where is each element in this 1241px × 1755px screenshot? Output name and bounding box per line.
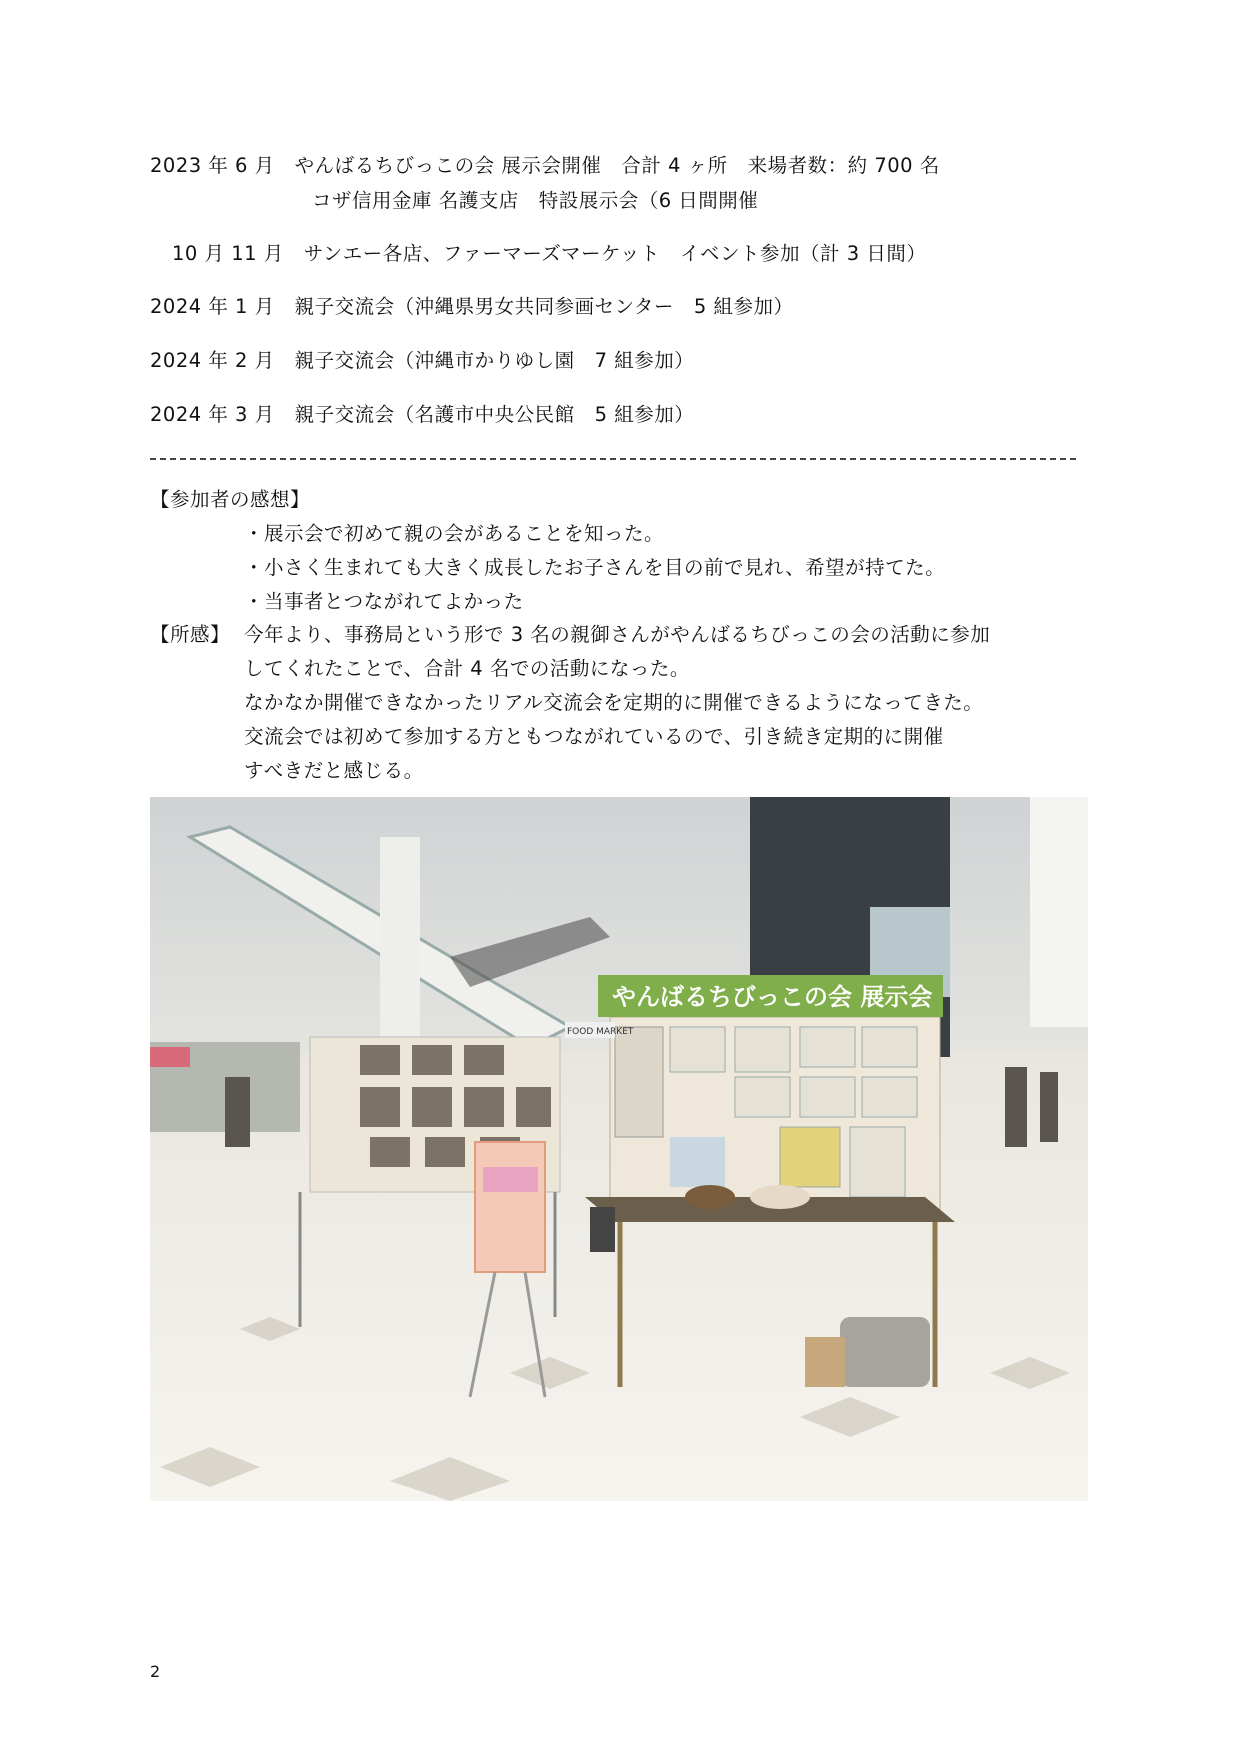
- remarks-heading: 【所感】: [150, 623, 231, 646]
- impression-item-3: ・当事者とつながれてよかった: [244, 590, 524, 613]
- exhibition-photo-illustration: [150, 797, 1088, 1501]
- schedule-line-5: 2024 年 2 月 親子交流会（沖縄市かりゆし園 7 組参加）: [150, 349, 695, 372]
- page-number: 2: [150, 1662, 161, 1681]
- impression-item-2: ・小さく生まれても大きく成長したお子さんを目の前で見れ、希望が持てた。: [244, 556, 946, 579]
- remarks-line-4: 交流会では初めて参加する方ともつながれているので、引き続き定期的に開催: [244, 725, 944, 748]
- remarks-line-5: すべきだと感じる。: [244, 759, 424, 782]
- impression-item-1: ・展示会で初めて親の会があることを知った。: [244, 522, 665, 545]
- photo-sign-text: やんばるちびっこの会 展示会: [612, 983, 933, 1011]
- photo-store-sign: FOOD MARKET: [567, 1027, 634, 1037]
- exhibition-photo: [150, 797, 1088, 1501]
- dashed-separator: [150, 458, 1076, 460]
- schedule-line-6: 2024 年 3 月 親子交流会（名護市中央公民館 5 組参加）: [150, 403, 695, 426]
- impressions-heading: 【参加者の感想】: [150, 488, 311, 511]
- schedule-line-2: コザ信用金庫 名護支店 特設展示会（6 日間開催: [312, 189, 759, 212]
- remarks-line-3: なかなか開催できなかったリアル交流会を定期的に開催できるようになってきた。: [244, 691, 984, 714]
- schedule-line-3: 10 月 11 月 サンエー各店、ファーマーズマーケット イベント参加（計 3 日間）: [172, 242, 927, 265]
- remarks-line-1: 今年より、事務局という形で 3 名の親御さんがやんばるちびっこの会の活動に参加: [244, 623, 991, 646]
- schedule-line-4: 2024 年 1 月 親子交流会（沖縄県男女共同参画センター 5 組参加）: [150, 295, 794, 318]
- remarks-line-2: してくれたことで、合計 4 名での活動になった。: [244, 657, 690, 680]
- schedule-line-1: 2023 年 6 月 やんばるちびっこの会 展示会開催 合計 4 ヶ所 来場者数：約 700 名: [150, 154, 940, 177]
